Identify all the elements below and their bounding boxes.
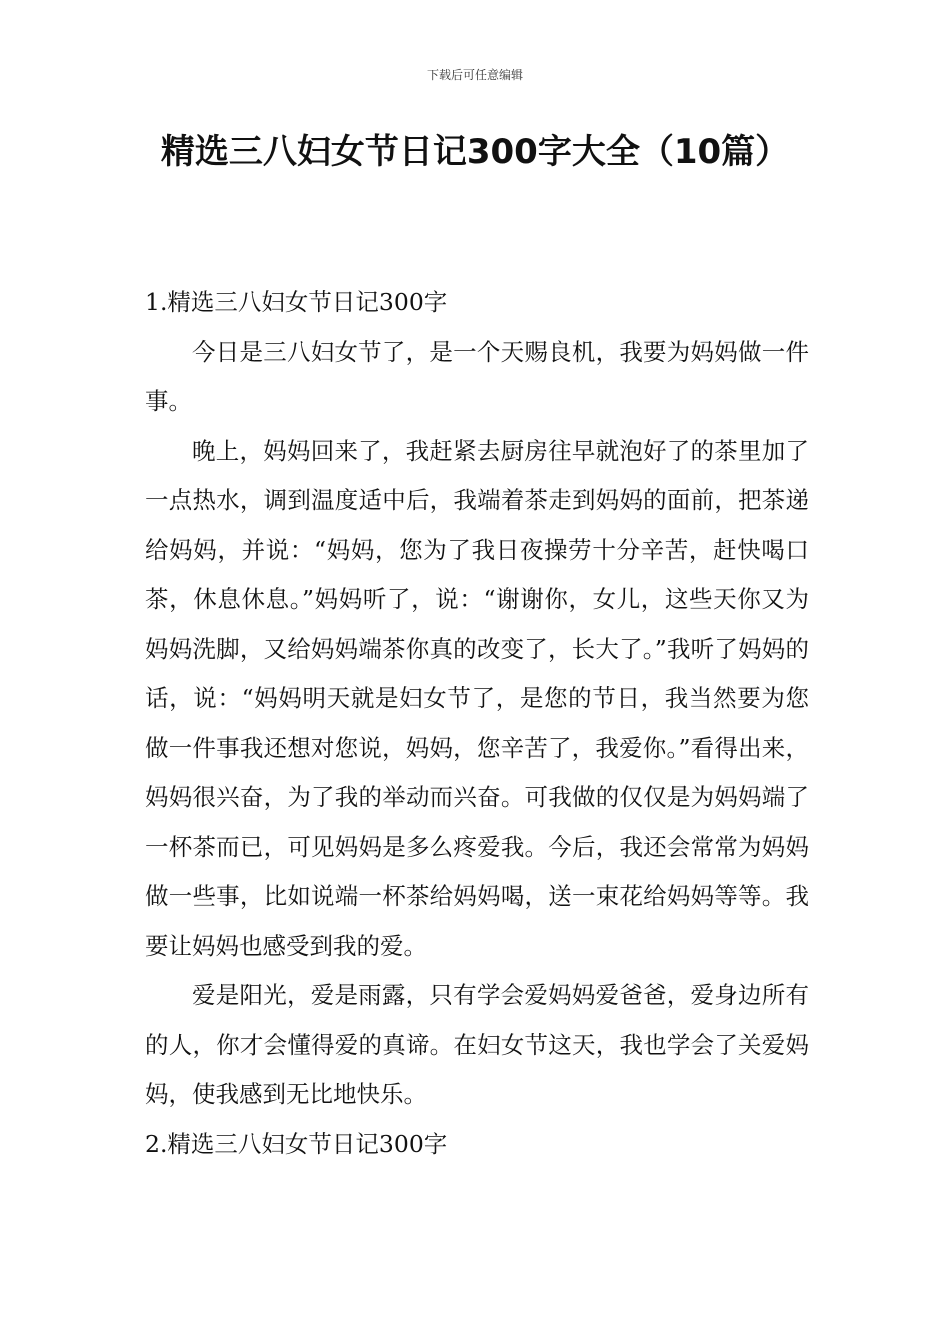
paragraph-3: 爱是阳光，爱是雨露，只有学会爱妈妈爱爸爸，爱身边所有的人，你才会懂得爱的真谛。在妇女节这天，我也学会了关爱妈妈，使我感到无比地快乐。 [145, 981, 809, 1108]
document-title: 精选三八妇女节日记300字大全（10篇） [160, 132, 790, 172]
paragraph-1: 今日是三八妇女节了，是一个天赐良机，我要为妈妈做一件事。 [145, 337, 809, 415]
section-heading-1: 1.精选三八妇女节日记300字 [145, 288, 448, 316]
document-body [145, 278, 809, 1169]
paragraph-2: 晚上，妈妈回来了，我赶紧去厨房往早就泡好了的茶里加了一点热水，调到温度适中后，我端着茶走到妈妈的面前，把茶递给妈妈，并说：“妈妈，您为了我日夜操劳十分辛苦，赶快喝口茶，休息休息。”妈妈听了，说：“谢谢你，女儿，这些天你又为妈妈洗脚，又给妈妈端茶你真的改变了，长大了。”我听了妈妈的话，说：“妈妈明天就是妇女节了，是您的节日，我当然要为您做一件事我还想对您说，妈妈，您辛苦了，我爱你。”看得出来，妈妈很兴奋，为了我的举动而兴奋。可我做的仅仅是为妈妈端了一杯茶而已，可见妈妈是多么疼爱我。今后，我还会常常为妈妈做一些事，比如说端一杯茶给妈妈喝，送一束花给妈妈等等。我要让妈妈也感受到我的爱。 [145, 436, 809, 960]
header-note: 下载后可任意编辑 [426, 68, 523, 82]
section-heading-2: 2.精选三八妇女节日记300字 [145, 1129, 448, 1158]
